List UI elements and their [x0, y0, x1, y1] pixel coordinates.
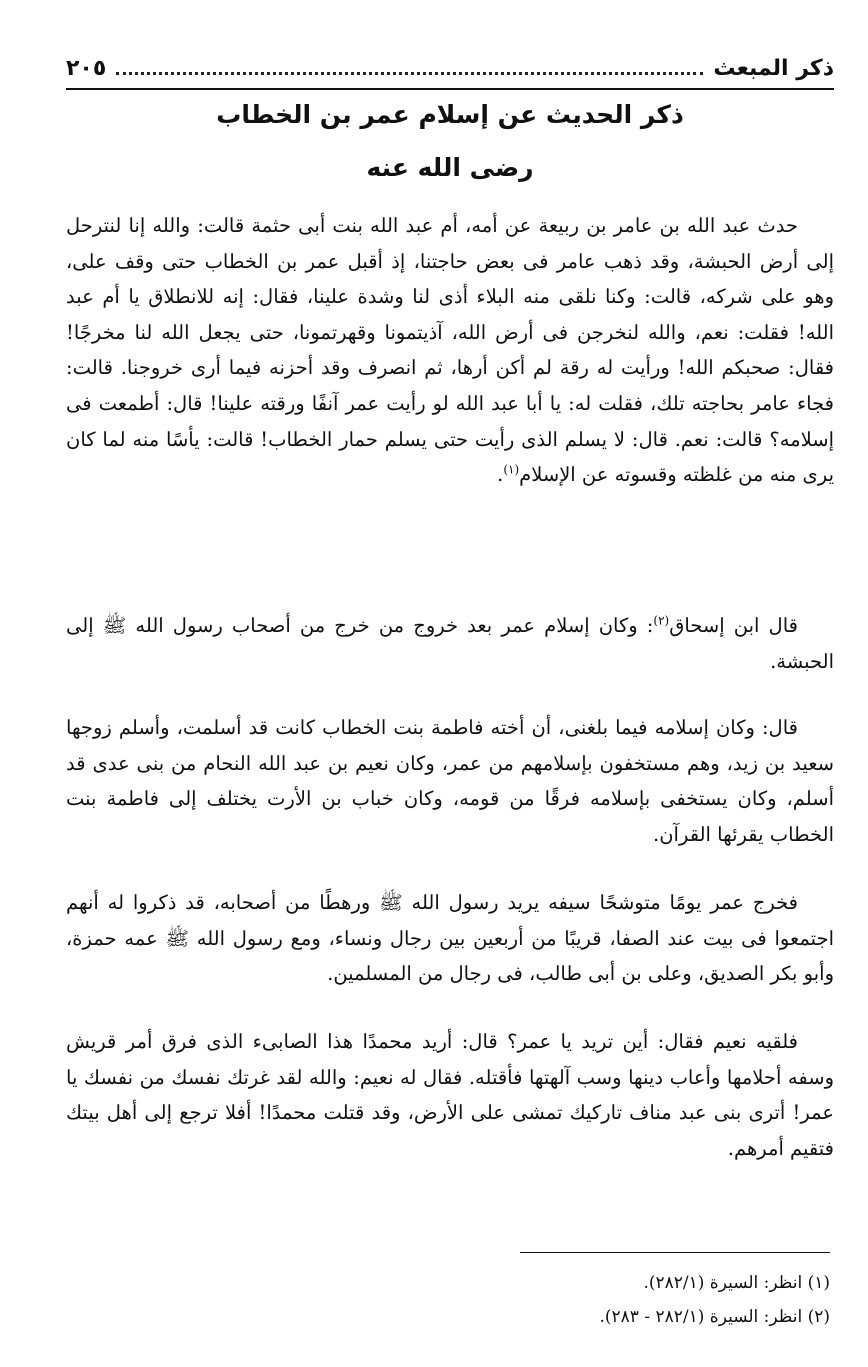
- dot-leader: [116, 62, 703, 75]
- paragraph-2: [66, 608, 834, 679]
- section-title: ذكر المبعث: [713, 55, 834, 81]
- paragraph-1: [66, 208, 834, 493]
- footnote-rule: [520, 1252, 830, 1253]
- paragraph-1-end: .: [497, 463, 504, 487]
- chapter-title: ذكر الحديث عن إسلام عمر بن الخطاب: [216, 100, 684, 129]
- footnote-2: (٢) انظر: السيرة (٢٨٢/١ - ٢٨٣).: [599, 1307, 830, 1327]
- page-number: ٢٠٥: [66, 55, 107, 81]
- paragraph-2-lead: قال ابن إسحاق: [669, 614, 798, 637]
- header-rule: [66, 88, 834, 90]
- footnote-ref-2: (٢): [653, 613, 670, 628]
- paragraph-5: [66, 1024, 834, 1166]
- paragraph-1-text: حدث عبد الله بن عامر بن ربيعة عن أمه، أم عبد الله بنت أبى حثمة قالت: والله إنا لنترحل إلى أرض الحبشة، وقد ذهب عامر فى بعض حاجتنا، إذ أقبل عمر بن الخطاب حتى وقف على، وهو على شركه، قالت: وكنا نلقى منه البلاء أذى لنا وشدة علينا، فقال: إنه للانطلاق يا أم عبد الله! فقلت: نعم، والله لنخرجن فى أرض الله، آذيتمونا وقهرتمونا، حتى يجعل الله لنا مخرجًا! فقال: صحبكم الله! ورأيت له رقة لم أكن أرها، ثم انصرف وقد أحزنه فيما أرى خروجنا. قالت: فجاء عامر بحاجته تلك، فقلت له: يا أبا عبد الله لو رأيت عمر آنفًا ورقته علينا! قال: أطمعت فى إسلامه؟ قالت: نعم. قال: لا يسلم الذى رأيت حتى يسلم حمار الخطاب! قالت: يأسًا منه لما كان يرى منه من غلظته وقسوته عن الإسلام: [66, 214, 834, 487]
- running-header: [66, 48, 834, 88]
- paragraph-3-text: قال: وكان إسلامه فيما بلغنى، أن أخته فاطمة بنت الخطاب كانت قد أسلمت، وأسلم زوجها سعيد بن زيد، وهم مستخفون بإسلامهم من عمر، وكان نعيم بن عبد الله النحام من بنى عدى قد أسلم، وكان يستخفى بإسلامه فرقًا من قومه، وكان خباب بن الأرت يختلف إلى فاطمة بنت الخطاب يقرئها القرآن.: [66, 716, 834, 846]
- paragraph-4: [66, 885, 834, 992]
- footnote-ref-1: (١): [503, 462, 520, 477]
- paragraph-2-text: : وكان إسلام عمر بعد خروج من خرج من أصحاب رسول الله ﷺ إلى الحبشة.: [66, 614, 834, 673]
- paragraph-5-text: فلقيه نعيم فقال: أين تريد يا عمر؟ قال: أريد محمدًا هذا الصابىء الذى فرق أمر قريش وسفه أحلامها وأعاب دينها وسب آلهتها فأقتله. فقال له نعيم: والله لقد غرتك نفسك من نفسك يا عمر! أترى بنى عبد مناف تاركيك تمشى على الأرض، وقد قتلت محمدًا! أفلا ترجع إلى أهل بيتك فتقيم أمرهم.: [66, 1030, 834, 1160]
- chapter-subtitle: رضى الله عنه: [366, 153, 534, 182]
- paragraph-3: [66, 710, 834, 852]
- paragraph-4-text: فخرج عمر يومًا متوشحًا سيفه يريد رسول الله ﷺ ورهطًا من أصحابه، قد ذكروا له أنهم اجتمعوا فى بيت عند الصفا، قريبًا من أربعين بين رجال ونساء، ومع رسول الله ﷺ عمه حمزة، وأبو بكر الصديق، وعلى بن أبى طالب، فى رجال من المسلمين.: [66, 891, 834, 986]
- footnote-1: (١) انظر: السيرة (٢٨٢/١).: [643, 1273, 830, 1293]
